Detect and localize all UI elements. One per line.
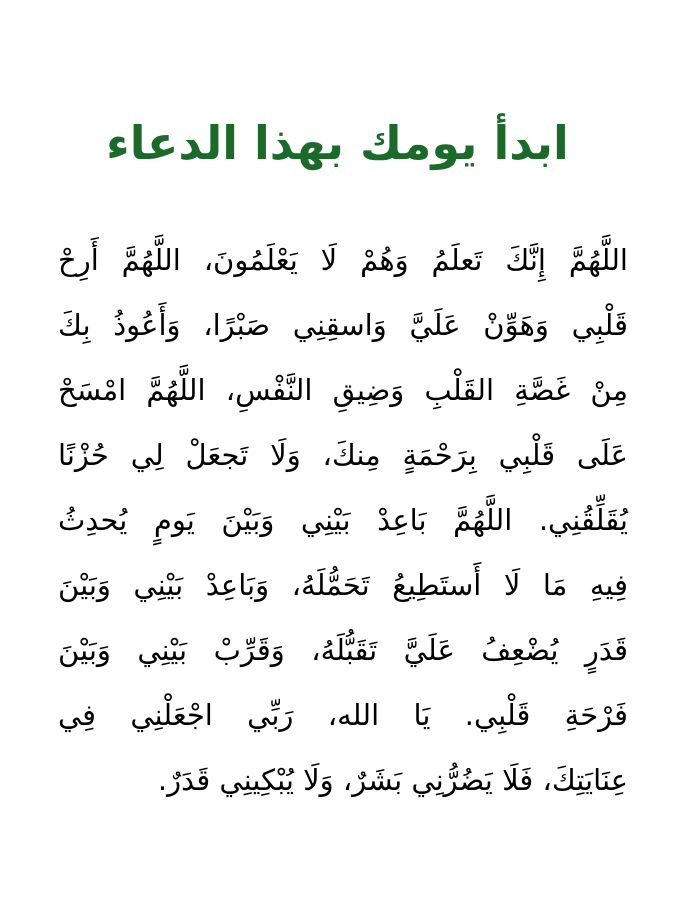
dua-line: عَلَى قَلْبِي بِرَحْمَةٍ مِنكَ، وَلَا تَجعَلْ لِي حُزْنًا xyxy=(58,438,628,472)
dua-text xyxy=(58,228,628,813)
dua-line: قَدَرٍ يُضْعِفُ عَلَيَّ تَقَبُّلَهُ، وَقَرِّبْ بَيْنِي وَبَيْنَ xyxy=(58,633,628,667)
dua-line: عِنَايَتِكَ، فَلَا يَضُرُّنِي بَشَرٌ، وَلَا يُبْكِينِي قَدَرٌ. xyxy=(157,763,628,797)
dua-line: قَلْبِي وَهَوِّنْ عَلَيَّ وَاسقِنِي صَبْرًا، وَأَعُوذُ بِكَ xyxy=(58,308,628,342)
dua-line: فِيهِ مَا لَا أَستَطِيعُ تَحَمُّلَهُ، وَبَاعِدْ بَيْنِي وَبَيْنَ xyxy=(58,568,628,602)
dua-line: فَرْحَةِ قَلْبِي. يَا الله، رَبِّي اجْعَلْنِي فِي xyxy=(58,698,628,732)
dua-line: مِنْ غَصَّةِ القَلْبِ وَضِيقِ النَّفْسِ، اللَّهُمَّ امْسَحْ xyxy=(58,373,628,407)
dua-line: يُقَلِّقُنِي. اللَّهُمَّ بَاعِدْ بَيْنِي وَبَيْنَ يَومٍ يُحدِثُ xyxy=(58,503,628,537)
page-title: ابدأ يومك بهذا الدعاء xyxy=(106,116,569,170)
dua-line: اللَّهُمَّ إِنَّكَ تَعلَمُ وَهُمْ لَا يَعْلَمُونَ، اللَّهُمَّ أَرِحْ xyxy=(58,243,628,277)
